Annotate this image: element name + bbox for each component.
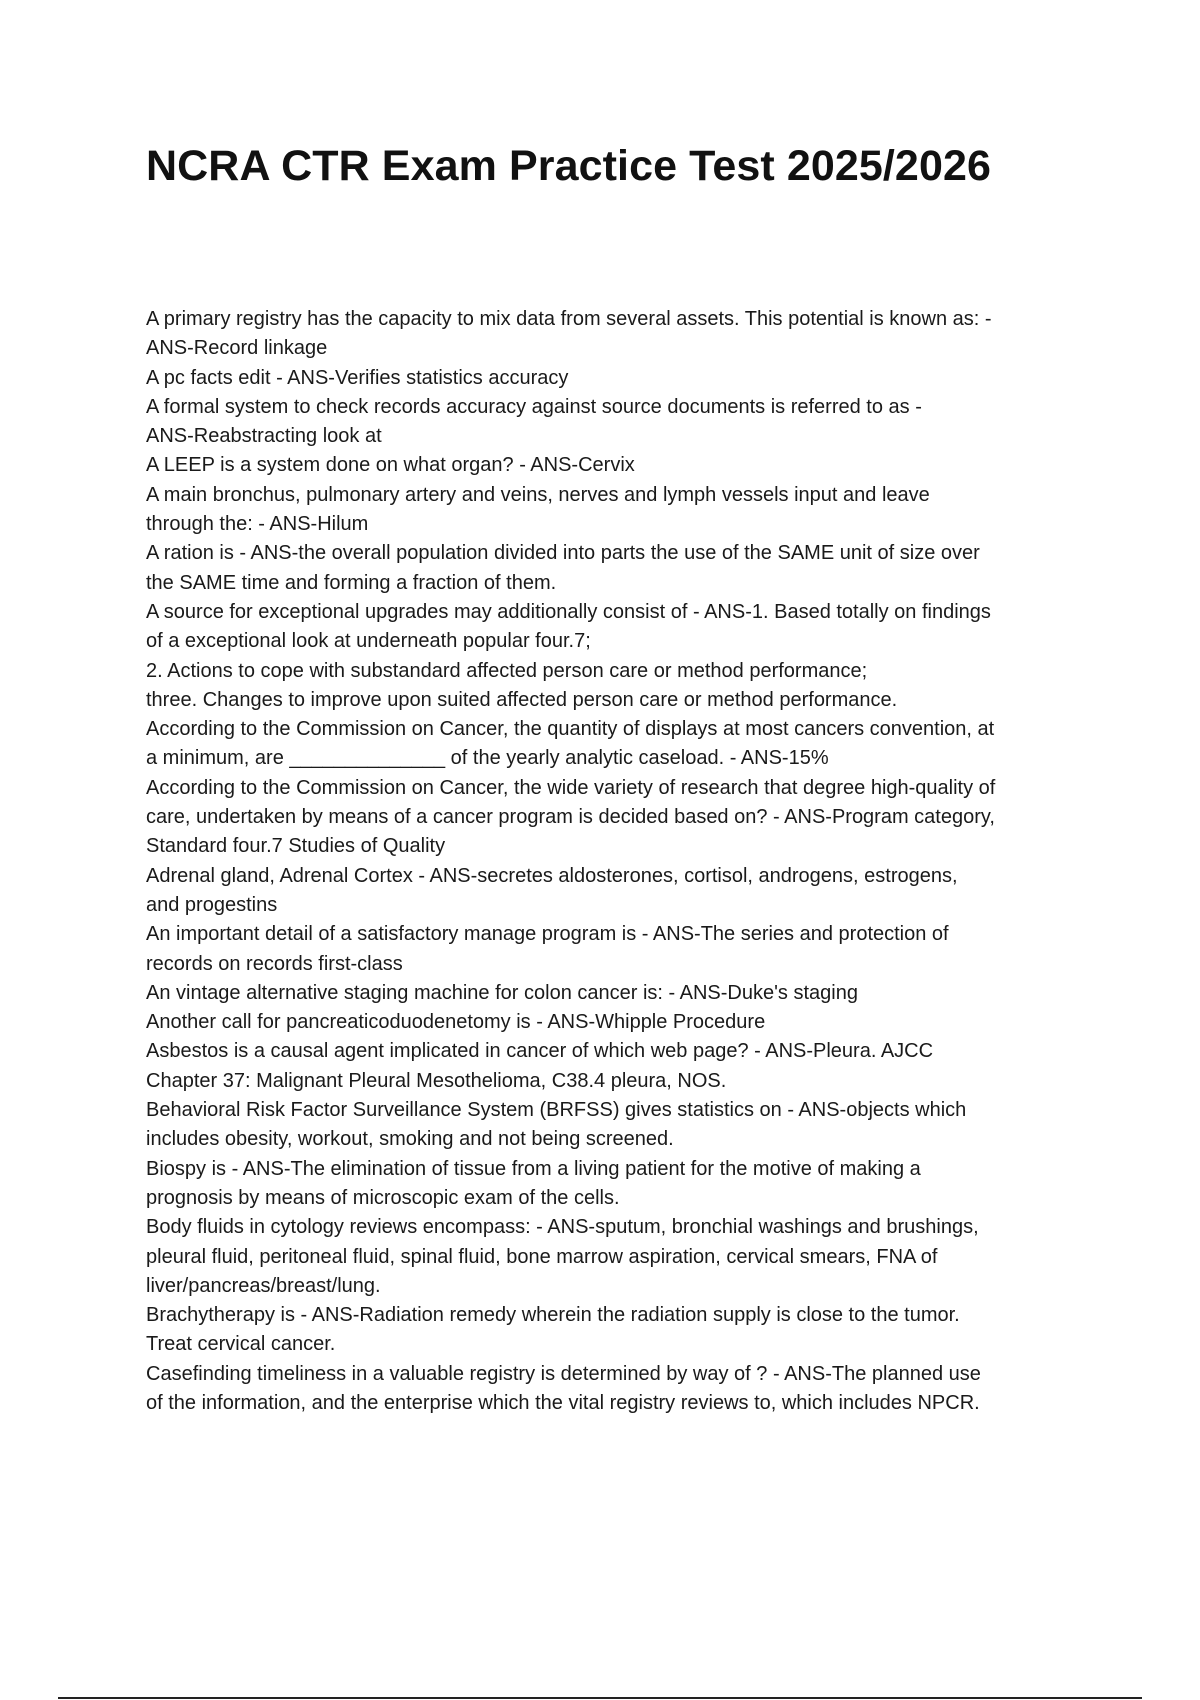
text-line: of a exceptional look at underneath popular four.7; [146,630,591,653]
text-line: a minimum, are ______________ of the yearly analytic caseload. - ANS-15% [146,747,829,770]
text-line: prognosis by means of microscopic exam of the cells. [146,1186,620,1209]
text-line: A main bronchus, pulmonary artery and veins, nerves and lymph vessels input and leave [146,483,930,506]
text-line: An important detail of a satisfactory manage program is - ANS-The series and protection of [146,923,949,946]
text-line: A formal system to check records accuracy against source documents is referred to as - [146,395,922,418]
text-line: and progestins [146,893,278,916]
footer-divider [58,1697,1142,1699]
text-line: A primary registry has the capacity to mix data from several assets. This potential is known as: - [146,308,992,330]
text-line: According to the Commission on Cancer, the wide variety of research that degree high-quality of [146,776,996,799]
text-line: records on records first-class [146,952,403,975]
text-line: the SAME time and forming a fraction of them. [146,571,557,594]
text-line: pleural fluid, peritoneal fluid, spinal fluid, bone marrow aspiration, cervical smears, FNA of [146,1245,938,1268]
qa-body [146,305,1101,1418]
text-line: Standard four.7 Studies of Quality [146,835,446,858]
text-line: Adrenal gland, Adrenal Cortex - ANS-secretes aldosterones, cortisol, androgens, estrogens, [146,864,958,887]
text-line: Biospy is - ANS-The elimination of tissue from a living patient for the motive of making a [146,1157,921,1180]
text-line: three. Changes to improve upon suited affected person care or method performance. [146,688,898,711]
text-line: Chapter 37: Malignant Pleural Mesothelioma, C38.4 pleura, NOS. [146,1069,727,1092]
text-line: includes obesity, workout, smoking and not being screened. [146,1128,674,1151]
text-line: through the: - ANS-Hilum [146,513,369,536]
text-line: Another call for pancreaticoduodenetomy is - ANS-Whipple Procedure [146,1011,766,1034]
text-line: 2. Actions to cope with substandard affected person care or method performance; [146,659,868,682]
text-line: A pc facts edit - ANS-Verifies statistics accuracy [146,366,569,389]
text-line: An vintage alternative staging machine for colon cancer is: - ANS-Duke's staging [146,981,858,1004]
text-line: Asbestos is a causal agent implicated in cancer of which web page? - ANS-Pleura. AJCC [146,1040,934,1063]
page-title: NCRA CTR Exam Practice Test 2025/2026 [146,142,991,190]
text-line: A ration is - ANS-the overall population divided into parts the use of the SAME unit of size over [146,542,980,565]
text-line: Treat cervical cancer. [146,1333,336,1356]
text-line: Casefinding timeliness in a valuable registry is determined by way of ? - ANS-The planned use [146,1362,981,1385]
text-line: According to the Commission on Cancer, the quantity of displays at most cancers convention, at [146,718,995,741]
text-line: of the information, and the enterprise which the vital registry reviews to, which includes NPCR. [146,1391,980,1414]
text-line: A LEEP is a system done on what organ? - ANS-Cervix [146,454,635,477]
text-line: liver/pancreas/breast/lung. [146,1274,381,1297]
text-line: Body fluids in cytology reviews encompass: - ANS-sputum, bronchial washings and brushings, [146,1216,979,1239]
text-line: Behavioral Risk Factor Surveillance System (BRFSS) gives statistics on - ANS-objects which [146,1099,967,1122]
text-line: ANS-Reabstracting look at [146,425,382,448]
text-line: care, undertaken by means of a cancer program is decided based on? - ANS-Program category, [146,806,995,829]
text-line: A source for exceptional upgrades may additionally consist of - ANS-1. Based totally on findings [146,600,991,623]
text-line: ANS-Record linkage [146,337,328,360]
text-line: Brachytherapy is - ANS-Radiation remedy wherein the radiation supply is close to the tumor. [146,1304,960,1327]
